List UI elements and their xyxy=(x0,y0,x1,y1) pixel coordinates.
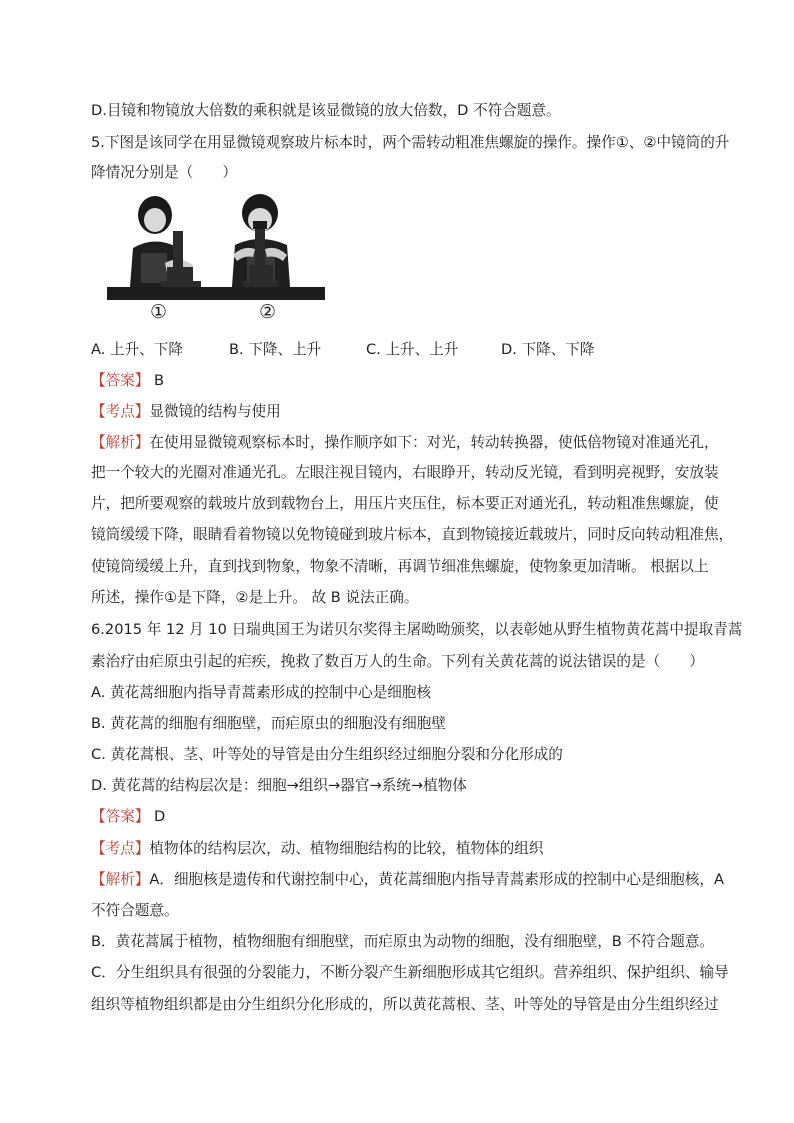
text-line: D.目镜和物镜放大倍数的乘积就是该显微镜的放大倍数，D 不符合题意。 xyxy=(91,102,561,119)
text-line: 所述，操作①是下降，②是上升。 故 B 说法正确。 xyxy=(91,589,419,606)
kaodian-text: 植物体的结构层次，动、植物细胞结构的比较，植物体的组织 xyxy=(149,840,544,857)
figure-label-2: ② xyxy=(259,301,277,323)
text-line: 片，把所要观察的载玻片放到载物台上，用压片夹压住，标本要正对通光孔，转动粗准焦螺旋，使 xyxy=(91,495,719,512)
jiexi-6 xyxy=(91,870,724,890)
microscope-photo-illustration xyxy=(107,193,325,300)
option-c: C. 上升、上升 xyxy=(366,341,459,358)
kaodian-tag: 【考点】 xyxy=(91,403,150,420)
answer-value: B xyxy=(154,372,165,389)
question-5-stem-cont: 降情况分别是（ ） xyxy=(91,164,237,181)
question-6-option-d: D. 黄花蒿的结构层次是：细胞→组织→器官→系统→植物体 xyxy=(91,777,467,794)
text-line: 不符合题意。 xyxy=(91,902,179,919)
figure-label-1: ① xyxy=(150,301,168,323)
answer-6 xyxy=(91,807,165,827)
question-6-stem: 6.2015 年 12 月 10 日瑞典国王为诺贝尔奖得主屠呦呦颁奖，以表彰她从野生植物黄花蒿中提取青蒿 xyxy=(91,621,743,638)
question-6-stem-cont: 素治疗由疟原虫引起的疟疾，挽救了数百万人的生命。下列有关黄花蒿的说法错误的是（ ） xyxy=(91,653,704,670)
option-a: A. 上升、下降 xyxy=(91,341,183,358)
microscope-photo xyxy=(107,193,325,300)
text-line: 组织等植物组织都是由分生组织分化形成的，所以黄花蒿根、茎、叶等处的导管是由分生组织经过 xyxy=(91,996,719,1013)
kaodian-tag: 【考点】 xyxy=(91,840,150,857)
question-6-option-a: A. 黄花蒿细胞内指导青蒿素形成的控制中心是细胞核 xyxy=(91,684,432,701)
text-line: 镜筒缓缓下降，眼睛看着物镜以免物镜碰到玻片标本，直到物镜接近载玻片，同时反向转动粗准焦， xyxy=(91,526,734,543)
jiexi-5 xyxy=(91,433,719,453)
kaodian-6 xyxy=(91,839,543,859)
jiexi-text: 在使用显微镜观察标本时，操作顺序如下：对光，转动转换器，使低倍物镜对准通光孔， xyxy=(149,434,719,451)
question-6-option-c: C. 黄花蒿根、茎、叶等处的导管是由分生组织经过细胞分裂和分化形成的 xyxy=(91,746,563,763)
text-line: B．黄花蒿属于植物，植物细胞有细胞壁，而疟原虫为动物的细胞，没有细胞壁，B 不符合题意。 xyxy=(91,933,715,950)
text-line: 使镜筒缓缓上升，直到找到物象，物象不清晰，再调节细准焦螺旋，使物象更加清晰。 根据以上 xyxy=(91,558,709,575)
option-d: D. 下降、下降 xyxy=(501,341,595,358)
question-5-stem: 5.下图是该同学在用显微镜观察玻片标本时，两个需转动粗准焦螺旋的操作。操作①、②中镜筒的升 xyxy=(91,134,730,151)
answer-tag: 【答案】 xyxy=(91,808,150,825)
kaodian-5 xyxy=(91,402,281,422)
text-line: C．分生组织具有很强的分裂能力，不断分裂产生新细胞形成其它组织。营养组织、保护组织、输导 xyxy=(91,964,729,981)
text-line: 把一个较大的光圈对准通光孔。左眼注视目镜内，右眼睁开，转动反光镜，看到明亮视野，安放装 xyxy=(91,464,719,481)
jiexi-tag: 【解析】 xyxy=(91,871,150,888)
jiexi-tag: 【解析】 xyxy=(91,434,150,451)
jiexi-text: A．细胞核是遗传和代谢控制中心，黄花蒿细胞内指导青蒿素形成的控制中心是细胞核，A xyxy=(149,871,724,888)
kaodian-text: 显微镜的结构与使用 xyxy=(149,403,281,420)
answer-5 xyxy=(91,371,164,391)
option-b: B. 下降、上升 xyxy=(229,341,322,358)
answer-value: D xyxy=(154,808,166,825)
answer-tag: 【答案】 xyxy=(91,372,150,389)
question-6-option-b: B. 黄花蒿的细胞有细胞壁，而疟原虫的细胞没有细胞壁 xyxy=(91,715,446,732)
